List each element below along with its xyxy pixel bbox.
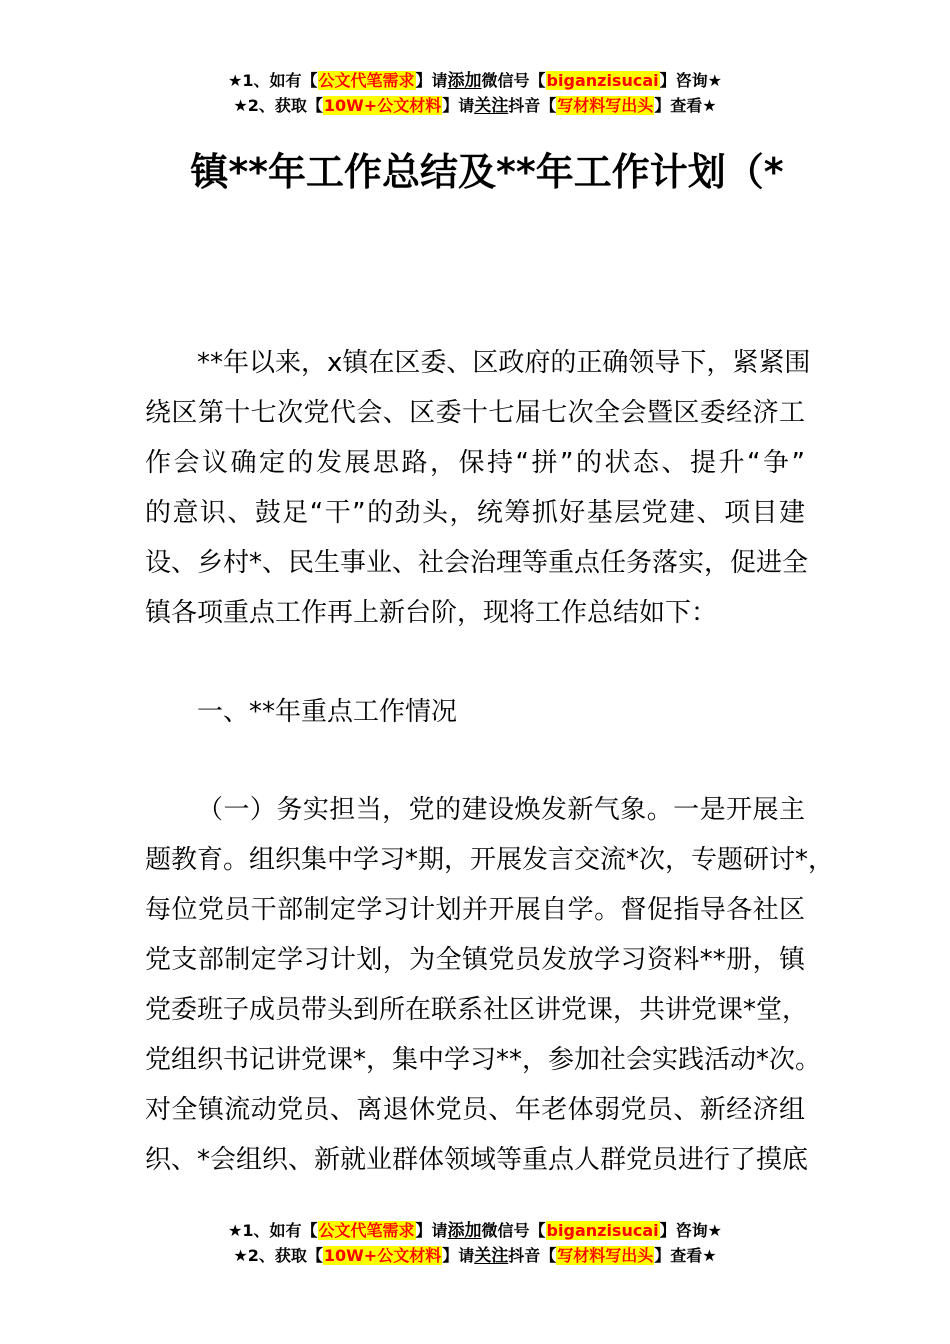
banner-text: 】咨询★ bbox=[659, 71, 722, 90]
highlight-materials-text: 10W+公文材料 bbox=[323, 1246, 442, 1265]
emphasis-text: 关注 bbox=[474, 1246, 509, 1266]
emphasis-text: 添加 bbox=[447, 1221, 482, 1241]
paragraph-line: **年以来，x镇在区委、区政府的正确领导下，紧紧围 bbox=[197, 348, 811, 378]
banner-text: 】请 bbox=[442, 96, 475, 115]
header-banner bbox=[0, 68, 950, 118]
emphasis-text: 关注 bbox=[474, 96, 509, 116]
section-heading bbox=[145, 687, 805, 737]
paragraph-line: 的意识、鼓足“干”的劲头，统筹抓好基层党建、项目建 bbox=[145, 498, 805, 528]
highlight-materials-text: 10W+公文材料 bbox=[323, 96, 442, 115]
paragraph-line: 作会议确定的发展思路，保持“拼”的状态、提升“争” bbox=[145, 448, 805, 478]
banner-line-2 bbox=[0, 93, 950, 118]
banner-text: 】查看★ bbox=[654, 1246, 717, 1265]
highlight-douyin-account: 写材料写出头 bbox=[557, 1246, 654, 1265]
paragraph-line: 党支部制定学习计划，为全镇党员发放学习资料**册，镇 bbox=[145, 945, 805, 975]
paragraph-line: 镇各项重点工作再上新台阶，现将工作总结如下： bbox=[145, 598, 718, 628]
banner-text: ★1、如有【 bbox=[228, 71, 318, 90]
paragraph-line: 党委班子成员带头到所在联系社区讲党课，共讲党课*堂， bbox=[145, 995, 809, 1025]
banner-text: 抖音【 bbox=[508, 1246, 557, 1265]
banner-text: 微信号【 bbox=[481, 1221, 546, 1240]
banner-text: 抖音【 bbox=[508, 96, 557, 115]
paragraph-line: 设、乡村*、民生事业、社会治理等重点任务落实，促进全 bbox=[145, 548, 809, 578]
banner-line-2 bbox=[0, 1243, 950, 1268]
paragraph-line: 每位党员干部制定学习计划并开展自学。督促指导各社区 bbox=[145, 895, 805, 925]
footer-banner bbox=[0, 1218, 950, 1268]
section-heading-text: 一、**年重点工作情况 bbox=[197, 697, 458, 727]
banner-text: 微信号【 bbox=[481, 71, 546, 90]
highlight-wechat-id: biganzisucai bbox=[546, 71, 659, 90]
paragraph-line: 对全镇流动党员、离退休党员、年老体弱党员、新经济组 bbox=[145, 1095, 805, 1125]
paragraph-line: （一）务实担当，党的建设焕发新气象。一是开展主 bbox=[197, 795, 805, 825]
banner-text: ★2、获取【 bbox=[233, 96, 323, 115]
highlight-wechat-id: biganzisucai bbox=[546, 1221, 659, 1240]
banner-line-1 bbox=[0, 68, 950, 93]
highlight-service-text: 公文代笔需求 bbox=[318, 71, 415, 90]
banner-text: 】请 bbox=[415, 1221, 448, 1240]
banner-text: 】请 bbox=[442, 1246, 475, 1265]
banner-text: ★2、获取【 bbox=[233, 1246, 323, 1265]
banner-text: 】查看★ bbox=[654, 96, 717, 115]
paragraph-line: 绕区第十七次党代会、区委十七届七次全会暨区委经济工 bbox=[145, 398, 805, 428]
highlight-service-text: 公文代笔需求 bbox=[318, 1221, 415, 1240]
banner-text: 】请 bbox=[415, 71, 448, 90]
paragraph-line: 题教育。组织集中学习*期，开展发言交流*次，专题研讨*， bbox=[145, 845, 835, 875]
banner-text: 】咨询★ bbox=[659, 1221, 722, 1240]
body-paragraph bbox=[145, 785, 835, 1185]
banner-line-1 bbox=[0, 1218, 950, 1243]
paragraph-line: 织、*会组织、新就业群体领域等重点人群党员进行了摸底 bbox=[145, 1145, 809, 1175]
highlight-douyin-account: 写材料写出头 bbox=[557, 96, 654, 115]
emphasis-text: 添加 bbox=[447, 71, 482, 91]
paragraph-line: 党组织书记讲党课*，集中学习**，参加社会实践活动*次。 bbox=[145, 1045, 822, 1075]
banner-text: ★1、如有【 bbox=[228, 1221, 318, 1240]
document-title: 镇**年工作总结及**年工作计划（* bbox=[190, 150, 784, 194]
intro-paragraph bbox=[145, 338, 811, 638]
